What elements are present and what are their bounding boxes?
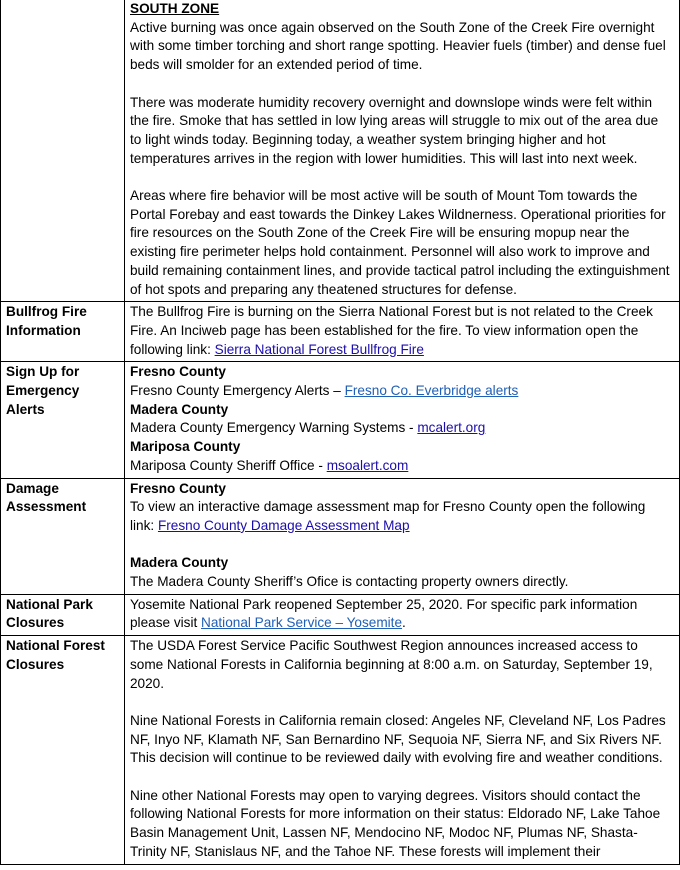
table-row-alerts bbox=[1, 362, 680, 478]
bullfrog-cell bbox=[125, 302, 680, 362]
damage-fresno-text: To view an interactive damage assessment map for Fresno County open the following link: bbox=[130, 499, 646, 533]
forest-paragraph-3: Nine other National Forests may open to varying degrees. Visitors should contact the following National Forests for more information on their status: Eldorado NF, Lake Tahoe Basin Management Unit, Lassen NF, Mendocino NF, Modoc NF, Plumas NF, Shasta-Trinity NF, Stanislaus NF, and the Tahoe NF. These forests will implement their bbox=[130, 787, 661, 859]
alerts-madera-text: Madera County Emergency Warning Systems - bbox=[130, 420, 418, 436]
alerts-mariposa-line bbox=[130, 457, 673, 476]
bullfrog-link[interactable]: Sierra National Forest Bullfrog Fire bbox=[214, 341, 424, 357]
row-label-alerts: Sign Up for Emergency Alerts bbox=[1, 362, 125, 478]
row-label-damage: Damage Assessment bbox=[1, 478, 125, 594]
south-zone-cell bbox=[125, 0, 680, 302]
table-row-park bbox=[1, 594, 680, 635]
damage-madera-heading: Madera County bbox=[130, 555, 229, 571]
park-cell bbox=[125, 594, 680, 635]
alerts-fresno-line bbox=[130, 382, 673, 401]
park-text: Yosemite National Park reopened September 25, 2020. For specific park information please visit bbox=[130, 596, 638, 631]
damage-fresno-heading: Fresno County bbox=[130, 480, 226, 496]
alerts-madera-line bbox=[130, 419, 673, 438]
damage-map-link[interactable]: Fresno County Damage Assessment Map bbox=[157, 517, 410, 533]
table-row-bullfrog bbox=[1, 302, 680, 362]
forest-cell bbox=[125, 636, 680, 864]
forest-paragraph-2: Nine National Forests in California remain closed: Angeles NF, Cleveland NF, Los Padres NF, Inyo NF, Klamath NF, San Bernardino NF, Sequoia NF, Sierra NF, and Six Rivers NF. This decision will continue to be reviewed daily with evolving fire and weather conditions. bbox=[130, 712, 666, 766]
park-period: . bbox=[402, 615, 406, 631]
alerts-cell bbox=[125, 362, 680, 478]
damage-madera-text: The Madera County Sheriff’s Ofice is contacting property owners directly. bbox=[130, 574, 569, 590]
row-label-bullfrog: Bullfrog Fire Information bbox=[1, 302, 125, 362]
alerts-fresno-text: Fresno County Emergency Alerts – bbox=[130, 383, 345, 399]
table-row-forest bbox=[1, 636, 680, 864]
south-zone-paragraph-1: Active burning was once again observed on the South Zone of the Creek Fire overnight with some timber torching and short range spotting. Heavier fuels (timber) and dense fuel beds will smolder for an extended period of time. bbox=[130, 19, 666, 73]
damage-cell bbox=[125, 478, 680, 594]
fresno-everbridge-link[interactable]: Fresno Co. Everbridge alerts bbox=[344, 383, 519, 399]
park-paragraph bbox=[130, 596, 673, 633]
table-row-south-zone bbox=[1, 0, 680, 302]
damage-fresno-line bbox=[130, 498, 673, 535]
alerts-mariposa-heading: Mariposa County bbox=[130, 439, 241, 455]
forest-paragraph-1: The USDA Forest Service Pacific Southwest Region announces increased access to some National Forests in California beginning at 8:00 a.m. on Saturday, September 19, 2020. bbox=[130, 638, 653, 691]
alerts-mariposa-text: Mariposa County Sheriff Office - bbox=[130, 457, 327, 473]
row-label-empty bbox=[1, 0, 125, 302]
mcalert-link[interactable]: mcalert.org bbox=[417, 420, 486, 436]
table-row-damage bbox=[1, 478, 680, 594]
row-label-park: National Park Closures bbox=[1, 594, 125, 635]
south-zone-paragraph-2: There was moderate humidity recovery overnight and downslope winds were felt within the fire. Smoke that has settled in low lying areas will struggle to mix out of the area due to light winds today. Beginning today, a weather system bringing higher and hot temperatures arrives in the region with lower humidities. This will last into next week. bbox=[130, 94, 659, 166]
bullfrog-text: The Bullfrog Fire is burning on the Sierra National Forest but is not related to the Creek Fire. An Inciweb page has been established for the fire. To view information open the following link: bbox=[130, 304, 653, 357]
south-zone-paragraph-3: Areas where fire behavior will be most active will be south of Mount Tom towards the Portal Forebay and east towards the Dinkey Lakes Wildnerness. Operational priorities for fire resources on the South Zone of the Creek Fire will be ensuring mopup near the existing fire perimeter helps hold containment. Personnel will also work to improve and build remaining containment lines, and provide tactical patrol including the extinguishment of hot spots and preparing any theatened structures for defense. bbox=[130, 188, 670, 297]
alerts-madera-heading: Madera County bbox=[130, 401, 229, 417]
nps-yosemite-link[interactable]: National Park Service – Yosemite bbox=[201, 615, 403, 631]
alerts-fresno-heading: Fresno County bbox=[130, 364, 226, 380]
msoalert-link[interactable]: msoalert.com bbox=[326, 457, 409, 473]
south-zone-heading: SOUTH ZONE bbox=[130, 1, 220, 16]
row-label-forest: National Forest Closures bbox=[1, 636, 125, 864]
bullfrog-paragraph bbox=[130, 303, 673, 359]
